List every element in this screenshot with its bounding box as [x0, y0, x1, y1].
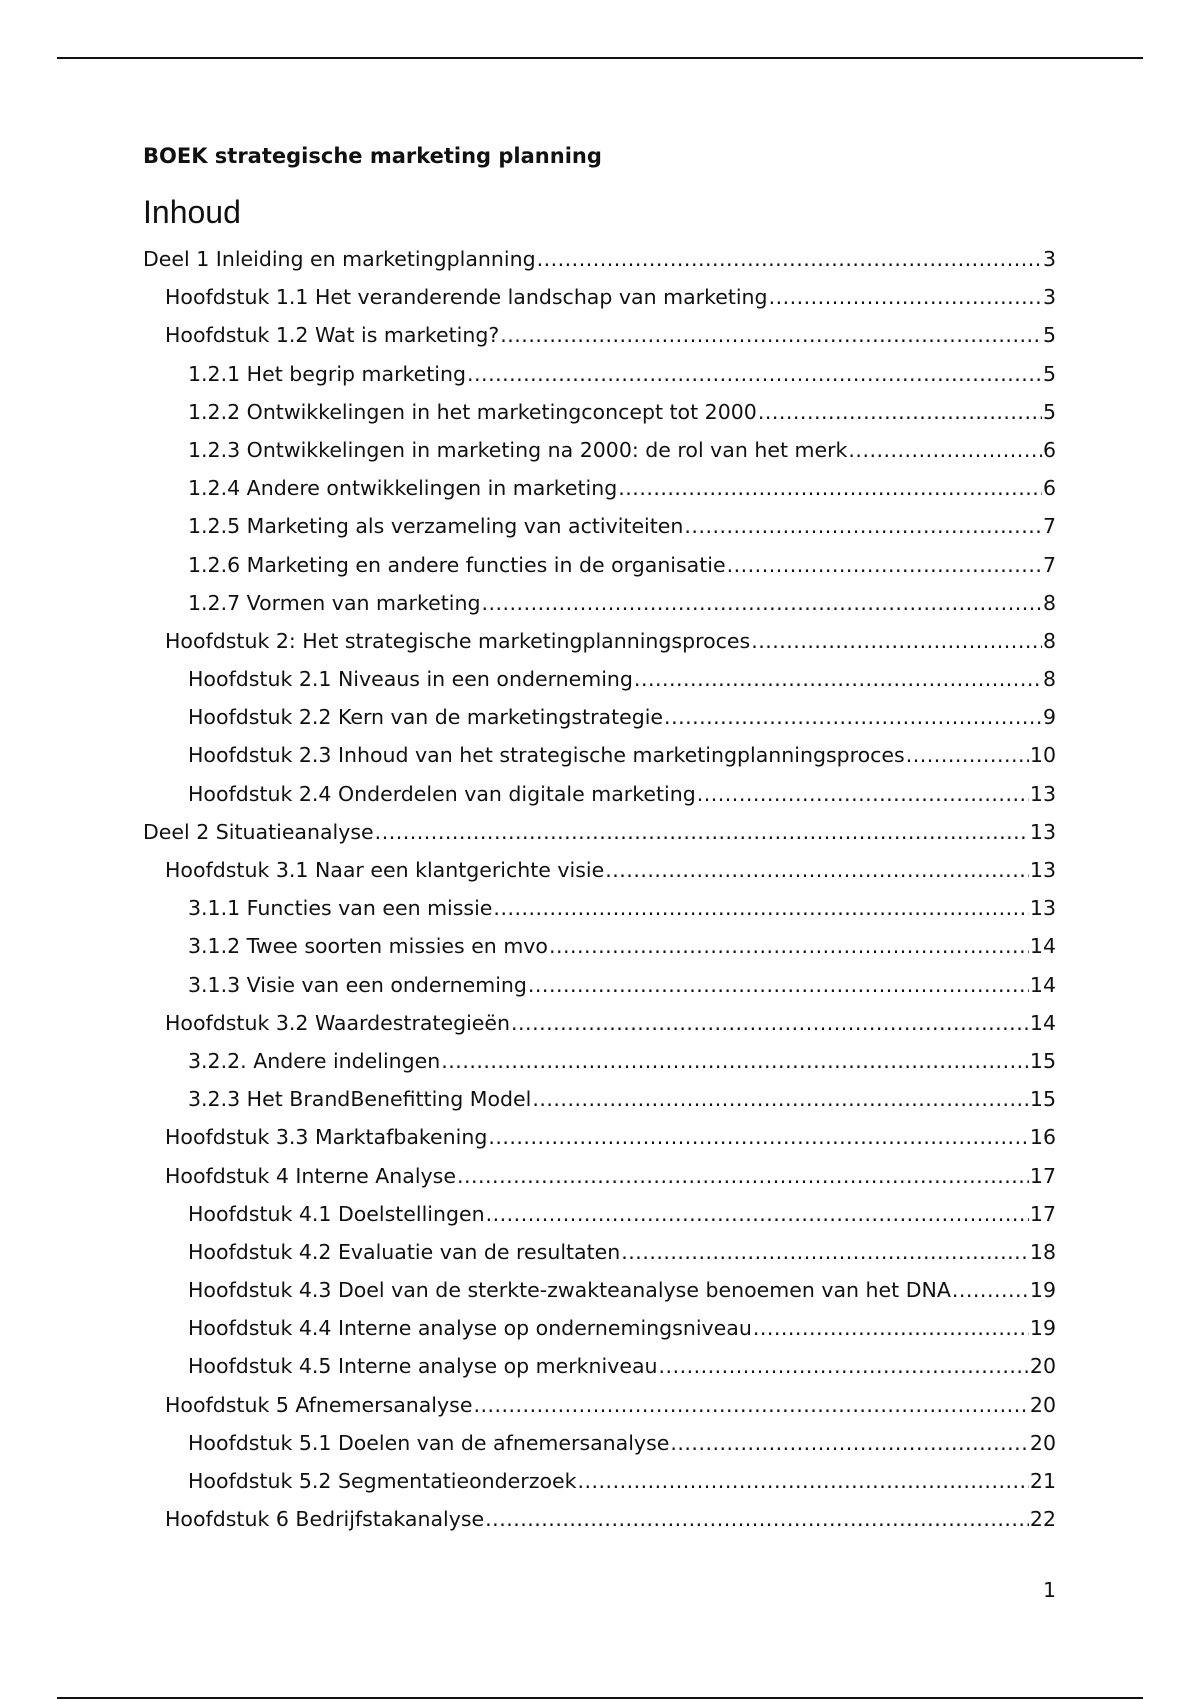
toc-entry-label: Hoofdstuk 1.1 Het veranderende landschap van marketing: [165, 285, 768, 310]
toc-dot-leader: [751, 622, 1042, 660]
toc-dot-leader: [758, 393, 1042, 431]
toc-entry[interactable]: [143, 1118, 1056, 1156]
toc-dot-leader: [848, 431, 1042, 469]
toc-dot-leader: [618, 469, 1042, 507]
toc-dot-leader: [697, 775, 1029, 813]
toc-entry[interactable]: [143, 966, 1056, 1004]
table-of-contents: [143, 240, 1056, 1538]
toc-entry-label: Hoofdstuk 4.5 Interne analyse op merkniveau: [188, 1354, 658, 1379]
toc-entry[interactable]: [143, 660, 1056, 698]
toc-entry[interactable]: [143, 240, 1056, 278]
toc-entry[interactable]: [143, 431, 1056, 469]
toc-entry-label: 1.2.7 Vormen van marketing: [188, 590, 481, 615]
toc-entry[interactable]: [143, 1004, 1056, 1042]
toc-entry-label: 1.2.6 Marketing en andere functies in de organisatie: [188, 552, 726, 577]
toc-entry[interactable]: [143, 1309, 1056, 1347]
toc-entry-page: 6: [1042, 476, 1056, 501]
toc-dot-leader: [500, 316, 1042, 354]
toc-entry-label: Hoofdstuk 3.3 Marktafbakening: [165, 1125, 488, 1150]
toc-entry-page: 17: [1029, 1201, 1056, 1226]
toc-entry-label: Hoofdstuk 5 Afnemersanalyse: [165, 1392, 473, 1417]
toc-entry-page: 8: [1042, 628, 1056, 653]
toc-entry-label: 3.1.1 Functies van een missie: [188, 896, 493, 921]
toc-entry-label: Hoofdstuk 1.2 Wat is marketing?: [165, 323, 500, 348]
toc-entry-label: Hoofdstuk 3.2 Waardestrategieën: [165, 1010, 511, 1035]
toc-dot-leader: [473, 1386, 1028, 1424]
toc-entry-label: Hoofdstuk 5.2 Segmentatieonderzoek: [188, 1469, 577, 1493]
toc-dot-leader: [511, 1004, 1029, 1042]
toc-dot-leader: [488, 1118, 1029, 1156]
toc-entry[interactable]: [143, 698, 1056, 736]
toc-entry-page: 8: [1042, 667, 1056, 692]
toc-entry-page: 14: [1029, 972, 1056, 997]
toc-entry-page: 15: [1029, 1087, 1056, 1112]
toc-entry-label: 3.2.3 Het BrandBenefitting Model: [188, 1087, 532, 1112]
toc-dot-leader: [684, 507, 1042, 545]
toc-entry[interactable]: [143, 316, 1056, 354]
toc-dot-leader: [605, 851, 1029, 889]
toc-entry-page: 19: [1029, 1278, 1056, 1303]
document-title: BOEK strategische marketing planning: [143, 144, 602, 168]
toc-entry-page: 9: [1042, 705, 1056, 730]
toc-entry-label: 1.2.1 Het begrip marketing: [188, 361, 467, 386]
toc-entry[interactable]: [143, 927, 1056, 965]
toc-entry-label: 1.2.2 Ontwikkelingen in het marketingconcept tot 2000: [188, 399, 757, 424]
toc-dot-leader: [621, 1233, 1029, 1271]
toc-entry[interactable]: [143, 813, 1056, 851]
toc-entry-label: Hoofdstuk 2.3 Inhoud van het strategische marketingplanningsproces: [188, 743, 905, 768]
toc-entry-label: Hoofdstuk 4.2 Evaluatie van de resultaten: [188, 1239, 621, 1264]
toc-entry-page: 14: [1029, 934, 1056, 959]
toc-entry-label: Hoofdstuk 5.1 Doelen van de afnemersanalyse: [188, 1430, 670, 1455]
toc-dot-leader: [375, 813, 1029, 851]
toc-entry[interactable]: [143, 1042, 1056, 1080]
toc-entry-label: 3.1.2 Twee soorten missies en mvo: [188, 934, 548, 959]
toc-dot-leader: [952, 1271, 1029, 1309]
toc-entry-page: 20: [1029, 1430, 1056, 1455]
toc-entry[interactable]: [143, 1271, 1056, 1309]
toc-dot-leader: [486, 1195, 1029, 1233]
toc-entry-page: 20: [1029, 1354, 1056, 1379]
toc-entry[interactable]: [143, 1424, 1056, 1462]
toc-entry-page: 13: [1029, 858, 1056, 882]
toc-entry-label: 1.2.3 Ontwikkelingen in marketing na 2000: de rol van het merk: [188, 437, 848, 462]
toc-entry-page: 17: [1029, 1163, 1056, 1188]
toc-entry-label: Hoofdstuk 2.2 Kern van de marketingstrategie: [188, 705, 664, 730]
toc-entry-label: Hoofdstuk 4.1 Doelstellingen: [188, 1201, 485, 1226]
toc-entry[interactable]: [143, 736, 1056, 774]
toc-entry-label: 1.2.4 Andere ontwikkelingen in marketing: [188, 476, 618, 501]
toc-entry-label: 1.2.5 Marketing als verzameling van activiteiten: [188, 514, 684, 539]
toc-entry[interactable]: [143, 622, 1056, 660]
toc-entry-page: 6: [1042, 437, 1056, 462]
toc-entry[interactable]: [143, 775, 1056, 813]
toc-dot-leader: [493, 889, 1028, 927]
toc-dot-leader: [659, 1347, 1029, 1385]
toc-entry[interactable]: [143, 1500, 1056, 1538]
toc-entry-page: 22: [1029, 1507, 1056, 1532]
toc-entry-label: Hoofdstuk 2.1 Niveaus in een onderneming: [188, 667, 633, 692]
toc-entry[interactable]: [143, 1347, 1056, 1385]
toc-entry-label: Hoofdstuk 4.4 Interne analyse op ondernemingsniveau: [188, 1316, 752, 1341]
toc-dot-leader: [528, 966, 1029, 1004]
toc-entry-page: 5: [1042, 361, 1056, 386]
toc-dot-leader: [467, 355, 1042, 393]
toc-dot-leader: [753, 1309, 1029, 1347]
toc-entry-page: 3: [1042, 285, 1056, 310]
toc-entry[interactable]: [143, 278, 1056, 316]
toc-entry-label: Hoofdstuk 6 Bedrijfstakanalyse: [165, 1507, 485, 1532]
toc-entry[interactable]: [143, 1157, 1056, 1195]
toc-entry-label: Hoofdstuk 4.3 Doel van de sterkte-zwakteanalyse benoemen van het DNA: [188, 1278, 951, 1303]
toc-entry-page: 16: [1029, 1125, 1056, 1150]
toc-dot-leader: [577, 1462, 1028, 1500]
toc-entry[interactable]: [143, 355, 1056, 393]
toc-entry[interactable]: [143, 1195, 1056, 1233]
toc-dot-leader: [532, 1080, 1029, 1118]
toc-dot-leader: [549, 927, 1029, 965]
toc-entry-label: Hoofdstuk 2: Het strategische marketingplanningsproces: [165, 628, 751, 653]
footer-rule: [57, 1697, 1143, 1699]
toc-entry[interactable]: [143, 1080, 1056, 1118]
toc-entry[interactable]: [143, 469, 1056, 507]
toc-dot-leader: [664, 698, 1042, 736]
toc-entry-page: 13: [1029, 781, 1056, 806]
toc-entry-label: 3.1.3 Visie van een onderneming: [188, 972, 527, 997]
toc-dot-leader: [537, 240, 1042, 278]
toc-dot-leader: [485, 1500, 1029, 1538]
toc-entry-page: 15: [1029, 1048, 1056, 1073]
toc-entry[interactable]: [143, 889, 1056, 927]
toc-entry-page: 21: [1029, 1469, 1056, 1493]
toc-heading: Inhoud: [143, 194, 241, 230]
toc-entry-page: 7: [1042, 514, 1056, 539]
toc-dot-leader: [481, 584, 1041, 622]
toc-entry-page: 19: [1029, 1316, 1056, 1341]
toc-entry-label: Hoofdstuk 2.4 Onderdelen van digitale marketing: [188, 781, 696, 806]
toc-entry-label: Hoofdstuk 3.1 Naar een klantgerichte visie: [165, 858, 605, 882]
toc-entry-page: 13: [1029, 819, 1056, 844]
toc-entry[interactable]: [143, 1386, 1056, 1424]
toc-entry-page: 3: [1042, 247, 1056, 271]
toc-entry-label: Deel 2 Situatieanalyse: [143, 819, 374, 844]
toc-entry-page: 14: [1029, 1010, 1056, 1035]
toc-entry[interactable]: [143, 584, 1056, 622]
toc-entry-page: 8: [1042, 590, 1056, 615]
toc-entry-page: 10: [1029, 743, 1056, 768]
toc-dot-leader: [906, 736, 1029, 774]
toc-entry-page: 13: [1029, 896, 1056, 921]
toc-dot-leader: [457, 1157, 1029, 1195]
toc-entry[interactable]: [143, 546, 1056, 584]
toc-entry[interactable]: [143, 1462, 1056, 1500]
toc-entry-page: 20: [1029, 1392, 1056, 1417]
toc-entry-label: Deel 1 Inleiding en marketingplanning: [143, 247, 536, 271]
toc-entry[interactable]: [143, 507, 1056, 545]
header-rule: [57, 57, 1143, 59]
toc-dot-leader: [727, 546, 1042, 584]
toc-entry[interactable]: [143, 851, 1056, 889]
toc-entry-label: Hoofdstuk 4 Interne Analyse: [165, 1163, 456, 1188]
toc-dot-leader: [670, 1424, 1029, 1462]
toc-entry-label: 3.2.2. Andere indelingen: [188, 1048, 441, 1073]
toc-entry-page: 5: [1042, 399, 1056, 424]
toc-dot-leader: [441, 1042, 1029, 1080]
toc-dot-leader: [634, 660, 1042, 698]
toc-entry-page: 5: [1042, 323, 1056, 348]
toc-dot-leader: [769, 278, 1042, 316]
toc-entry-page: 7: [1042, 552, 1056, 577]
toc-entry[interactable]: [143, 1233, 1056, 1271]
toc-entry-page: 18: [1029, 1239, 1056, 1264]
toc-entry[interactable]: [143, 393, 1056, 431]
page-number: 1: [1042, 1578, 1056, 1602]
